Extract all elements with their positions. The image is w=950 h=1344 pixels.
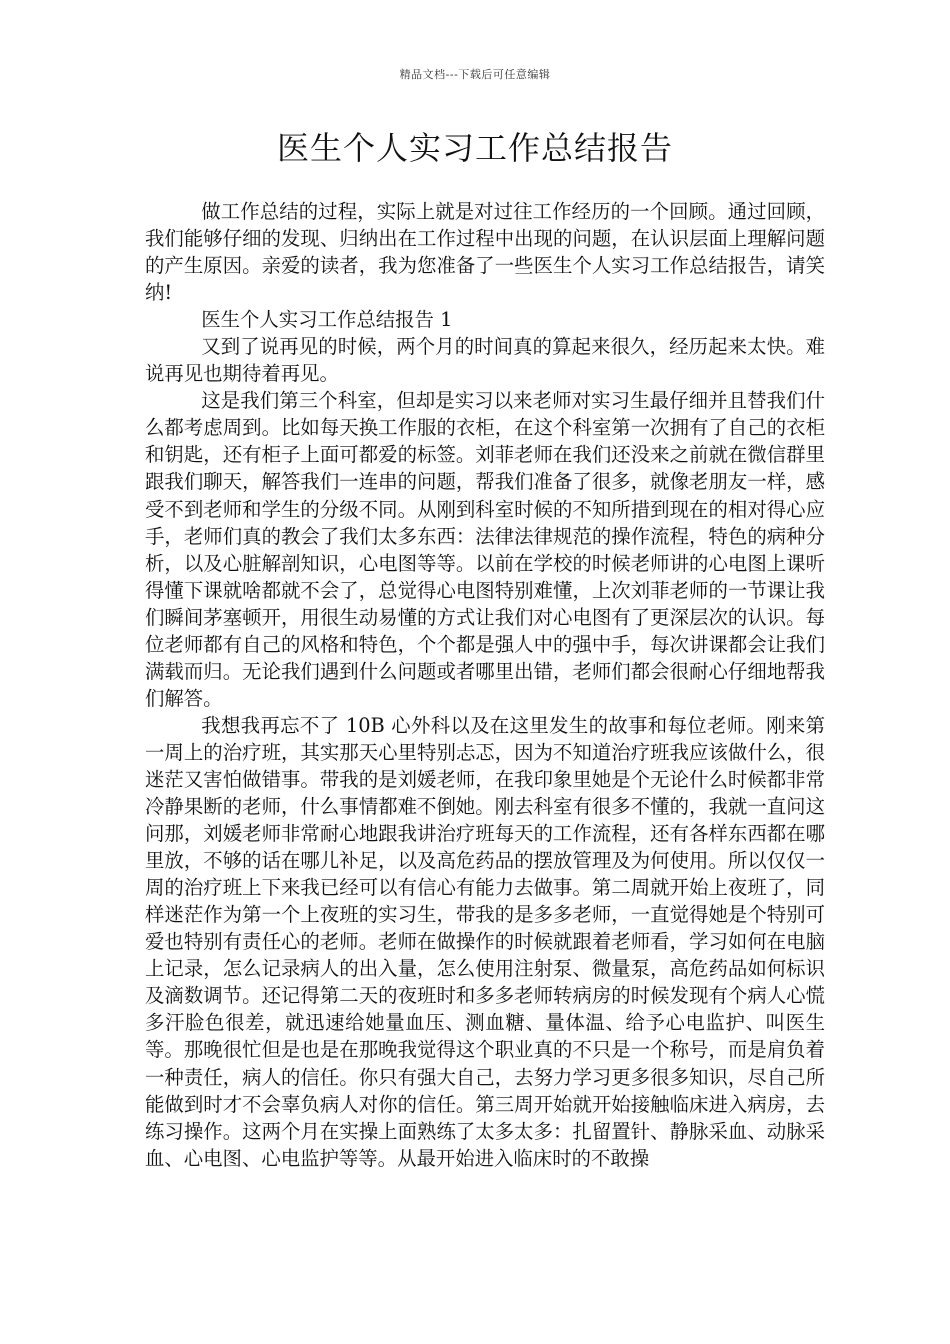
body-paragraph: 我想我再忘不了 10B 心外科以及在这里发生的故事和每位老师。刚来第一周上的治疗班，其实那天心里特别忐忑，因为不知道治疗班我应该做什么，很迷茫又害怕做错事。带我的是刘媛老师，在我印象里她是个无论什么时候都非常冷静果断的老师，什么事情都难不倒她。刚去科室有很多不懂的，我就一直问这问那，刘媛老师非常耐心地跟我讲治疗班每天的工作流程，还有各样东西都在哪里放，不够的话在哪儿补足，以及高危药品的摆放管理及为何使用。所以仅仅一周的治疗班上下来我已经可以有信心有能力去做事。第二周就开始上夜班了，同样迷茫作为第一个上夜班的实习生，带我的是多多老师，一直觉得她是个特别可爱也特别有责任心的老师。老师在做操作的时候就跟着老师看，学习如何在电脑上记录，怎么记录病人的出入量，怎么使用注射泵、微量泵，高危药品如何标识及滴数调节。还记得第二天的夜班时和多多老师转病房的时候发现有个病人心慌多汗脸色很差，就迅速给她量血压、测血糖、量体温、给予心电监护、叫医生等。那晚很忙但是也是在那晚我觉得这个职业真的不只是一个称号，而是肩负着一种责任，病人的信任。你只有强大自己，去努力学习更多很多知识，尽自己所能做到时才不会辜负病人对你的信任。第三周开始就开始接触临床进入病房，去练习操作。这两个月在实操上面熟练了太多太多：扎留置针、静脉采血、动脉采血、心电图、心电监护等等。从最开始进入临床时的不敢操 <box>145 713 825 1170</box>
body-paragraph: 这是我们第三个科室，但却是实习以来老师对实习生最仔细并且替我们什么都考虑周到。比如每天换工作服的衣柜，在这个科室第一次拥有了自己的衣柜和钥匙，还有柜子上面可都爱的标签。刘菲老师在我们还没来之前就在微信群里跟我们聊天，解答我们一连串的问题，帮我们准备了很多，就像老朋友一样，感受不到老师和学生的分级不同。从刚到科室时候的不知所措到现在的相对得心应手，老师们真的教会了我们太多东西：法律法律规范的操作流程，特色的病种分析，以及心脏解剖知识，心电图等等。以前在学校的时候老师讲的心电图上课听得懂下课就啥都就不会了，总觉得心电图特别难懂，上次刘菲老师的一节课让我们瞬间茅塞顿开，用很生动易懂的方式让我们对心电图有了更深层次的认识。每位老师都有自己的风格和特色，个个都是强人中的强中手，每次讲课都会让我们满载而归。无论我们遇到什么问题或者哪里出错，老师们都会很耐心仔细地帮我们解答。 <box>145 389 825 710</box>
body-paragraph: 又到了说再见的时候，两个月的时间真的算起来很久，经历起来太快。难说再见也期待着再见。 <box>145 335 825 386</box>
page-header: 精品文档---下载后可任意编辑 <box>399 68 551 81</box>
document-body <box>145 198 825 1172</box>
document-title: 医生个人实习工作总结报告 <box>276 129 673 167</box>
intro-paragraph: 做工作总结的过程，实际上就是对过往工作经历的一个回顾。通过回顾，我们能够仔细的发现、归纳出在工作过程中出现的问题，在认识层面上理解问题的产生原因。亲爱的读者，我为您准备了一些医生个人实习工作总结报告，请笑纳! <box>145 200 825 305</box>
section-heading: 医生个人实习工作总结报告 1 <box>201 308 453 332</box>
